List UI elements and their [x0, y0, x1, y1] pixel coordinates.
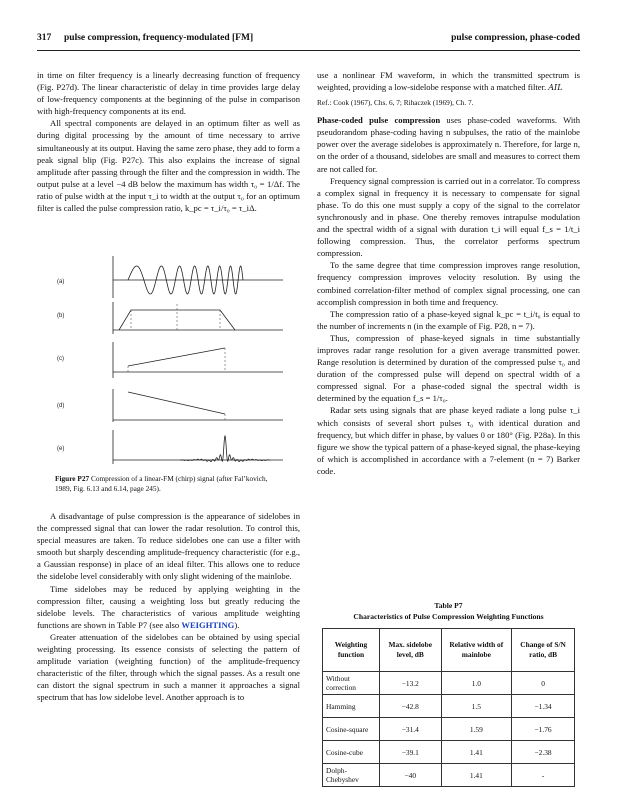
panel-label-b: (b)	[57, 313, 65, 319]
caption-label: Figure P27	[55, 474, 90, 483]
panel-label-e: (e)	[57, 446, 65, 452]
right-paragraph-2: Phase-coded pulse compression uses phase-coded waveforms. With pseudorandom phase-coding having n subpulses, the ratio of the mainlobe power over the average sidelobes is approximately n. Therefore, for large n, on the order of a thousand, sidelobes are small and measures to correct them are not called for.	[317, 115, 580, 174]
header-max-sidelobe: Max. sidelobe level, dB	[379, 629, 441, 672]
header-relative-width: Relative width of mainlobe	[441, 629, 512, 672]
compressed-pulse	[180, 436, 270, 462]
left-paragraph-1: in time on filter frequency is a linearly decreasing function of frequency (Fig. P27d). The linear characteristic of delay in time provides large delay of low-frequency components at the beginning of the pulse in comparison with high-frequency components at its end.	[37, 70, 300, 117]
right-paragraph-4: To the same degree that time compression improves range resolution, frequency compression improves velocity resolution. By using the combined correlation-filter method of complex signal processing, one can accomplish compression in both time and frequency.	[317, 260, 580, 307]
right-column	[317, 69, 580, 477]
references: Ref.: Cook (1967), Chs. 6, 7; Rihaczek (1969), Ch. 7.	[317, 98, 474, 108]
frequency-ramp	[128, 348, 225, 366]
delay-ramp	[128, 392, 225, 414]
left-lower-paragraph-2: Time sidelobes may be reduced by applying weighting in the compression filter, causing a weighting loss but greatly reducing the sidelobe levels. The characteristics of various amplitude weighting functions are shown in Table P7 (see also WEIGHTING).	[37, 583, 300, 630]
panel-label-a: (a)	[57, 279, 65, 285]
table-row: Dolph-Chebyshev −40 1.41 -	[323, 764, 575, 787]
entry-heading: Phase-coded pulse compression	[317, 115, 441, 126]
table-number: Table P7	[434, 601, 463, 610]
table-row: Without correction −13.2 1.0 0	[323, 672, 575, 695]
right-paragraph-5: The compression ratio of a phase-keyed signal k_pc = t_i/t₀ is equal to the number of increments n (in the example of Fig. P28, n = 7).	[317, 308, 580, 331]
chirp-compression-diagram	[55, 254, 290, 470]
table-title	[317, 600, 580, 622]
table-row: Cosine-cube −39.1 1.41 −2.38	[323, 741, 575, 764]
weighting-functions-table	[322, 628, 575, 787]
table-row: Cosine-square −31.4 1.59 −1.76	[323, 718, 575, 741]
panel-label-d: (d)	[57, 403, 65, 409]
header-left-title: pulse compression, frequency-modulated [FM]	[64, 33, 254, 43]
author-signature: AIL	[548, 83, 563, 93]
table-header-row	[323, 629, 575, 672]
figure-p27	[55, 254, 290, 470]
left-column-lower	[37, 510, 300, 704]
caption-text: Compression of a linear-FM (chirp) signal (after Fal’kovich, 1989, Fig. 6.13 and 6.14, page 245).	[55, 474, 268, 493]
right-paragraph-3: Frequency signal compression is carried out in a correlator. To compress a complex signal in frequency it is necessary to compensate for signal phase. To do this one must supply a copy of the signal to the correlator synchronously and in phase. One thereby removes intrapulse modulation and the spectral width of a signal with duration t_i will equal f_s = 1/t_i following compression. Thus, the correlator performs spectrum compression.	[317, 175, 580, 259]
header-right-title: pulse compression, phase-coded	[451, 33, 580, 43]
left-column	[37, 69, 300, 214]
figure-caption	[55, 474, 285, 494]
running-header	[37, 33, 580, 47]
panel-label-c: (c)	[57, 356, 64, 362]
left-lower-paragraph-1: A disadvantage of pulse compression is the appearance of sidelobes in the compressed signal that can lower the radar resolution. To control this, special measures are taken. To reduce sidelobes one can use a filter with smooth but sharply descending amplitude-frequency characteristic (for e.g., a Gaussian response) in place of an ideal filter. This allows one to reduce the sidelobe level considerably with only slight widening of the mainlobe.	[37, 511, 300, 582]
header-sn-change: Change of S/N ratio, dB	[512, 629, 575, 672]
table-caption: Characteristics of Pulse Compression Weighting Functions	[353, 612, 544, 621]
left-paragraph-2: All spectral components are delayed in an optimum filter as well as during digital processing by the amount of time necessary to arrive simultaneously at its output. Having the same zero phase, they add to form a peak signal blip (Fig. P27c). This also explains the increase of signal amplitude after passing through the filter and the compression in width. The output pulse at a level −4 dB below the maximum has width τ₀ = 1/Δf. The ratio of pulse width at the input τ_i to width at the output τ₀ for an optimum filter is called the pulse compression ratio, k_pc = τ_i/τ₀ = τ_iΔ.	[37, 118, 300, 214]
header-weighting: Weighting function	[323, 629, 380, 672]
right-paragraph-7: Radar sets using signals that are phase keyed radiate a long pulse τ_i which consists of several short pulses τ₀ with identical duration and frequency, but which differ in phase, by values 0 or 180° (Fig. P28a). In this figure we show the typical pattern of a phase-keyed signal, the phase-keying of which is accomplished in accordance with a 7-element (n = 7) Barker code.	[317, 405, 580, 476]
page-number: 317	[37, 33, 52, 43]
weighting-link[interactable]: WEIGHTING	[181, 619, 235, 630]
right-paragraph-1: use a nonlinear FM waveform, in which the transmitted spectrum is weighted, providing a low-sidelobe response with a matched filter. AIL	[317, 70, 580, 93]
right-paragraph-6: Thus, compression of phase-keyed signals in time substantially improves radar range resolution for a given average transmitted power. Range resolution is determined by duration of the compressed pulse τ₀ and duration of the compressed pulse will depend on spectral width of a compressed signal. For a phase-coded signal the spectral width is determined by the equation f_s = 1/τ₀.	[317, 332, 580, 404]
header-rule	[37, 50, 580, 51]
left-lower-paragraph-3: Greater attenuation of the sidelobes can be obtained by using special weighting processing. Its essence consists of selecting the pattern of amplitude variation (weighting function) of the amplitude-frequency characteristic of the filter, through which the signal passes. As a result one can distort the signal spectrum in such a manner it approaches a signal spectrum that has low sidelobe level. Another approach is to	[37, 631, 300, 703]
table-row: Hamming −42.8 1.5 −1.34	[323, 695, 575, 718]
